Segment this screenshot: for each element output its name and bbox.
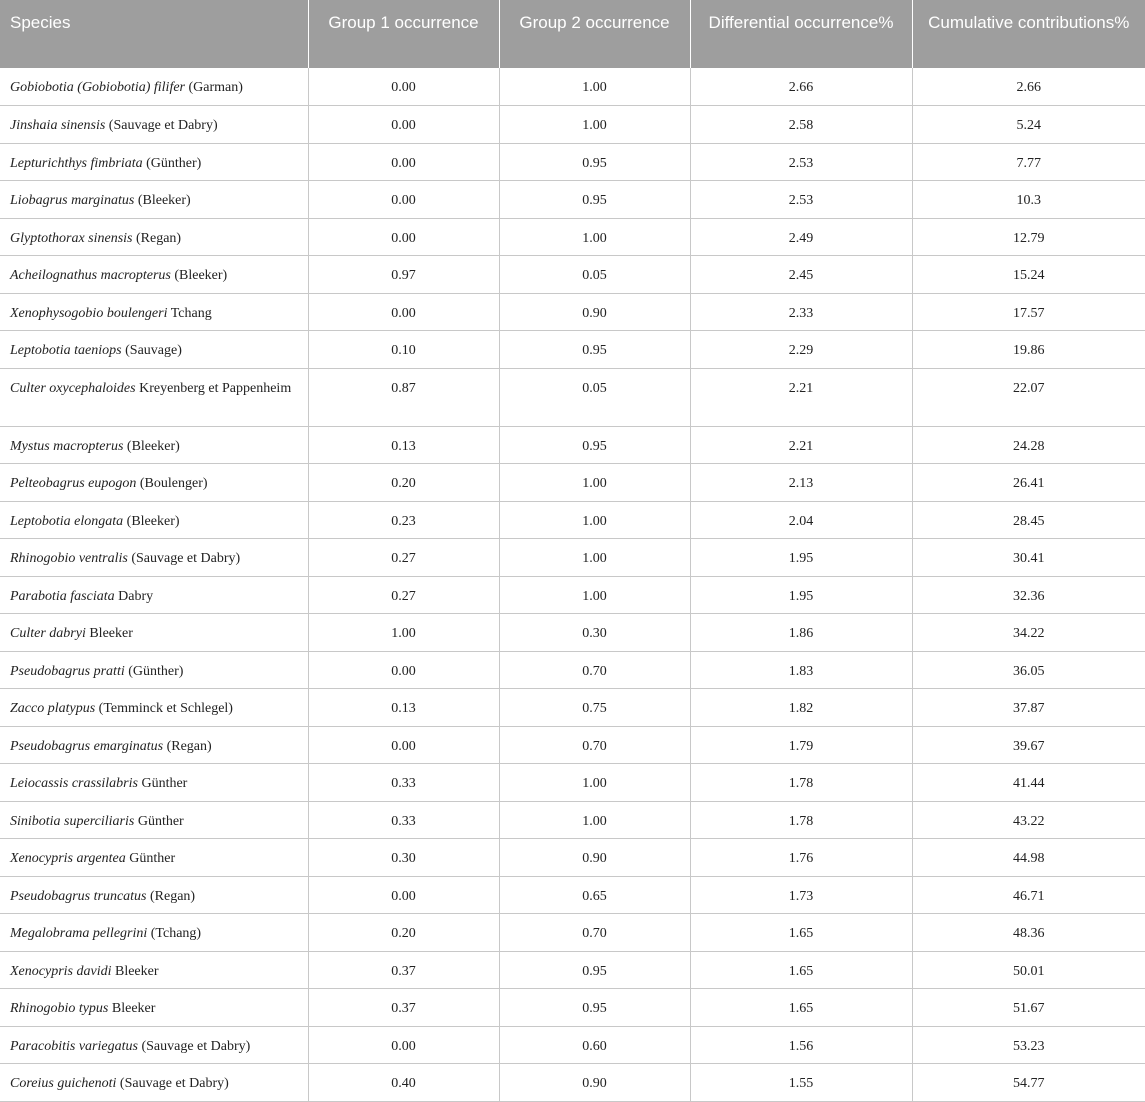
group2-occurrence-cell: 1.00	[499, 801, 690, 839]
species-authority: (Bleeker)	[170, 268, 228, 283]
species-name: Pseudobagrus pratti	[10, 663, 125, 679]
species-authority: (Sauvage et Dabry)	[105, 118, 218, 133]
group1-occurrence-cell: 0.00	[308, 218, 499, 256]
group1-occurrence-cell: 0.00	[308, 651, 499, 689]
differential-occurrence-cell: 1.95	[690, 539, 912, 577]
group2-occurrence-cell: 1.00	[499, 68, 690, 106]
cumulative-contribution-cell: 48.36	[912, 914, 1145, 952]
group1-occurrence-cell: 0.13	[308, 426, 499, 464]
table-row	[0, 951, 1145, 989]
cumulative-contribution-cell: 30.41	[912, 539, 1145, 577]
cumulative-contribution-cell: 50.01	[912, 951, 1145, 989]
species-cell	[0, 464, 308, 502]
differential-occurrence-cell: 1.65	[690, 951, 912, 989]
group1-occurrence-cell: 0.00	[308, 726, 499, 764]
group2-occurrence-cell: 1.00	[499, 106, 690, 144]
differential-occurrence-cell: 1.73	[690, 876, 912, 914]
group1-occurrence-cell: 0.40	[308, 1064, 499, 1102]
group2-occurrence-cell: 1.00	[499, 464, 690, 502]
species-cell	[0, 539, 308, 577]
cumulative-contribution-cell: 36.05	[912, 651, 1145, 689]
species-name: Rhinogobio typus	[10, 1001, 109, 1016]
species-cell	[0, 614, 308, 652]
table-row	[0, 426, 1145, 464]
group2-occurrence-cell: 0.90	[499, 1064, 690, 1102]
cumulative-contribution-cell: 46.71	[912, 876, 1145, 914]
species-name: Lepturichthys fimbriata	[10, 155, 143, 171]
group1-occurrence-cell: 0.00	[308, 293, 499, 331]
group2-occurrence-cell: 0.65	[499, 876, 690, 914]
group1-occurrence-cell: 0.00	[308, 143, 499, 181]
species-cell	[0, 106, 308, 144]
cumulative-contribution-cell: 39.67	[912, 726, 1145, 764]
group2-occurrence-cell: 0.95	[499, 143, 690, 181]
group1-occurrence-cell: 0.33	[308, 764, 499, 802]
species-name: Pseudobagrus emarginatus	[10, 738, 164, 754]
group1-occurrence-cell: 0.00	[308, 106, 499, 144]
species-cell	[0, 801, 308, 839]
species-name: Sinibotia superciliaris	[10, 813, 135, 829]
table-header-row	[0, 0, 1145, 68]
species-authority: (Garman)	[185, 80, 243, 95]
differential-occurrence-cell: 2.13	[690, 464, 912, 502]
cumulative-contribution-cell: 53.23	[912, 1026, 1145, 1064]
species-cell	[0, 256, 308, 294]
species-cell	[0, 181, 308, 219]
cumulative-contribution-cell: 54.77	[912, 1064, 1145, 1102]
table-row	[0, 143, 1145, 181]
species-cell	[0, 876, 308, 914]
species-name: Pelteobagrus eupogon	[10, 476, 137, 491]
species-authority: (Tchang)	[147, 926, 202, 941]
species-authority: (Sauvage et Dabry)	[137, 1038, 251, 1054]
differential-occurrence-cell: 1.65	[690, 914, 912, 952]
species-authority: Günther	[134, 813, 184, 829]
table-row	[0, 68, 1145, 106]
table-row	[0, 256, 1145, 294]
species-cell	[0, 764, 308, 802]
table-row	[0, 106, 1145, 144]
species-authority: Tchang	[167, 305, 212, 321]
cumulative-contribution-cell: 44.98	[912, 839, 1145, 877]
species-cell	[0, 726, 308, 764]
differential-occurrence-cell: 2.29	[690, 331, 912, 369]
differential-occurrence-cell: 2.53	[690, 181, 912, 219]
table-row	[0, 651, 1145, 689]
species-cell	[0, 293, 308, 331]
group1-occurrence-cell: 0.27	[308, 576, 499, 614]
cumulative-contribution-cell: 19.86	[912, 331, 1145, 369]
differential-occurrence-cell: 1.82	[690, 689, 912, 727]
group2-occurrence-cell: 0.30	[499, 614, 690, 652]
species-name: Zacco platypus	[10, 701, 96, 716]
header-cumulative-contributions: Cumulative contributions%	[912, 0, 1145, 68]
group2-occurrence-cell: 1.00	[499, 218, 690, 256]
group2-occurrence-cell: 1.00	[499, 501, 690, 539]
group1-occurrence-cell: 0.13	[308, 689, 499, 727]
table-row	[0, 1026, 1145, 1064]
group1-occurrence-cell: 0.00	[308, 68, 499, 106]
group2-occurrence-cell: 1.00	[499, 539, 690, 577]
table-row	[0, 181, 1145, 219]
group1-occurrence-cell: 0.00	[308, 876, 499, 914]
species-authority: Günther	[137, 776, 188, 791]
differential-occurrence-cell: 2.53	[690, 143, 912, 181]
table-row	[0, 614, 1145, 652]
cumulative-contribution-cell: 5.24	[912, 106, 1145, 144]
group2-occurrence-cell: 0.95	[499, 989, 690, 1027]
cumulative-contribution-cell: 12.79	[912, 218, 1145, 256]
group2-occurrence-cell: 0.05	[499, 256, 690, 294]
species-name: Culter dabryi	[10, 626, 86, 641]
species-name: Rhinogobio ventralis	[10, 551, 128, 566]
species-cell	[0, 951, 308, 989]
species-name: Xenocypris davidi	[10, 963, 112, 979]
table-row	[0, 801, 1145, 839]
table-row	[0, 1064, 1145, 1102]
differential-occurrence-cell: 1.65	[690, 989, 912, 1027]
species-name: Glyptothorax sinensis	[10, 230, 133, 246]
species-authority: (Sauvage et Dabry)	[127, 551, 241, 566]
cumulative-contribution-cell: 41.44	[912, 764, 1145, 802]
species-authority: (Sauvage et Dabry)	[116, 1076, 229, 1091]
group2-occurrence-cell: 0.70	[499, 914, 690, 952]
differential-occurrence-cell: 2.58	[690, 106, 912, 144]
cumulative-contribution-cell: 37.87	[912, 689, 1145, 727]
table-row	[0, 576, 1145, 614]
group1-occurrence-cell: 1.00	[308, 614, 499, 652]
group1-occurrence-cell: 0.00	[308, 181, 499, 219]
group1-occurrence-cell: 0.33	[308, 801, 499, 839]
species-name: Pseudobagrus truncatus	[10, 888, 147, 904]
species-authority: (Regan)	[132, 230, 182, 246]
species-name: Parabotia fasciata	[10, 588, 115, 604]
differential-occurrence-cell: 2.45	[690, 256, 912, 294]
species-name: Liobagrus marginatus	[10, 193, 135, 208]
differential-occurrence-cell: 1.79	[690, 726, 912, 764]
table-row	[0, 293, 1145, 331]
group1-occurrence-cell: 0.10	[308, 331, 499, 369]
cumulative-contribution-cell: 7.77	[912, 143, 1145, 181]
group2-occurrence-cell: 0.70	[499, 651, 690, 689]
species-name: Jinshaia sinensis	[10, 118, 106, 133]
differential-occurrence-cell: 1.78	[690, 801, 912, 839]
group1-occurrence-cell: 0.27	[308, 539, 499, 577]
table-row	[0, 726, 1145, 764]
species-cell	[0, 651, 308, 689]
table-row	[0, 218, 1145, 256]
species-cell	[0, 839, 308, 877]
species-name: Megalobrama pellegrini	[10, 926, 148, 941]
species-cell	[0, 331, 308, 369]
group1-occurrence-cell: 0.23	[308, 501, 499, 539]
species-cell	[0, 1026, 308, 1064]
species-cell	[0, 426, 308, 464]
differential-occurrence-cell: 2.21	[690, 426, 912, 464]
table-row	[0, 689, 1145, 727]
differential-occurrence-cell: 1.78	[690, 764, 912, 802]
species-cell	[0, 914, 308, 952]
species-cell	[0, 989, 308, 1027]
cumulative-contribution-cell: 28.45	[912, 501, 1145, 539]
table-row	[0, 368, 1145, 426]
species-cell	[0, 368, 308, 426]
table-body	[0, 68, 1145, 1101]
species-authority: Bleeker	[85, 626, 133, 641]
species-cell	[0, 218, 308, 256]
species-authority: Kreyenberg et Pappenheim	[135, 380, 292, 396]
group2-occurrence-cell: 1.00	[499, 764, 690, 802]
cumulative-contribution-cell: 51.67	[912, 989, 1145, 1027]
group1-occurrence-cell: 0.37	[308, 951, 499, 989]
group2-occurrence-cell: 1.00	[499, 576, 690, 614]
cumulative-contribution-cell: 32.36	[912, 576, 1145, 614]
group2-occurrence-cell: 0.05	[499, 368, 690, 426]
group2-occurrence-cell: 0.60	[499, 1026, 690, 1064]
species-authority: (Günther)	[142, 155, 202, 171]
cumulative-contribution-cell: 15.24	[912, 256, 1145, 294]
header-group2-occurrence: Group 2 occurrence	[499, 0, 690, 68]
cumulative-contribution-cell: 43.22	[912, 801, 1145, 839]
table-row	[0, 876, 1145, 914]
table-row	[0, 914, 1145, 952]
group2-occurrence-cell: 0.70	[499, 726, 690, 764]
cumulative-contribution-cell: 17.57	[912, 293, 1145, 331]
group1-occurrence-cell: 0.87	[308, 368, 499, 426]
species-name: Xenocypris argentea	[10, 851, 126, 866]
species-authority: (Günther)	[124, 663, 184, 679]
species-name: Paracobitis variegatus	[10, 1038, 138, 1054]
group1-occurrence-cell: 0.20	[308, 464, 499, 502]
differential-occurrence-cell: 1.95	[690, 576, 912, 614]
table-row	[0, 464, 1145, 502]
cumulative-contribution-cell: 10.3	[912, 181, 1145, 219]
species-name: Leptobotia elongata	[10, 513, 124, 529]
table-row	[0, 989, 1145, 1027]
species-authority: (Bleeker)	[123, 513, 180, 529]
species-authority: (Bleeker)	[134, 193, 191, 208]
species-authority: (Regan)	[146, 888, 196, 904]
species-cell	[0, 68, 308, 106]
group2-occurrence-cell: 0.75	[499, 689, 690, 727]
species-authority: (Sauvage)	[121, 343, 182, 358]
cumulative-contribution-cell: 22.07	[912, 368, 1145, 426]
differential-occurrence-cell: 2.04	[690, 501, 912, 539]
differential-occurrence-cell: 1.76	[690, 839, 912, 877]
species-authority: (Boulenger)	[136, 476, 208, 491]
species-name: Acheilognathus macropterus	[10, 268, 171, 283]
species-authority: Günther	[125, 851, 176, 866]
header-species: Species	[0, 0, 308, 68]
species-authority: Dabry	[114, 588, 154, 604]
group2-occurrence-cell: 0.90	[499, 293, 690, 331]
differential-occurrence-cell: 1.83	[690, 651, 912, 689]
species-authority: Bleeker	[108, 1001, 156, 1016]
cumulative-contribution-cell: 24.28	[912, 426, 1145, 464]
differential-occurrence-cell: 1.56	[690, 1026, 912, 1064]
species-name: Culter oxycephaloides	[10, 380, 136, 396]
group1-occurrence-cell: 0.20	[308, 914, 499, 952]
group1-occurrence-cell: 0.37	[308, 989, 499, 1027]
species-name: Mystus macropterus	[10, 438, 124, 454]
table-row	[0, 331, 1145, 369]
group2-occurrence-cell: 0.90	[499, 839, 690, 877]
differential-occurrence-cell: 2.49	[690, 218, 912, 256]
table-row	[0, 539, 1145, 577]
species-cell	[0, 1064, 308, 1102]
differential-occurrence-cell: 2.66	[690, 68, 912, 106]
species-cell	[0, 576, 308, 614]
differential-occurrence-cell: 1.55	[690, 1064, 912, 1102]
table-row	[0, 839, 1145, 877]
species-authority: (Regan)	[163, 738, 212, 754]
group1-occurrence-cell: 0.00	[308, 1026, 499, 1064]
species-name: Leptobotia taeniops	[10, 343, 122, 358]
group2-occurrence-cell: 0.95	[499, 331, 690, 369]
header-differential-occurrence: Differential occurrence%	[690, 0, 912, 68]
table-row	[0, 501, 1145, 539]
differential-occurrence-cell: 2.33	[690, 293, 912, 331]
group1-occurrence-cell: 0.97	[308, 256, 499, 294]
group2-occurrence-cell: 0.95	[499, 951, 690, 989]
species-cell	[0, 143, 308, 181]
species-cell	[0, 689, 308, 727]
differential-occurrence-cell: 2.21	[690, 368, 912, 426]
group2-occurrence-cell: 0.95	[499, 181, 690, 219]
cumulative-contribution-cell: 26.41	[912, 464, 1145, 502]
group2-occurrence-cell: 0.95	[499, 426, 690, 464]
species-name: Xenophysogobio boulengeri	[10, 305, 168, 321]
group1-occurrence-cell: 0.30	[308, 839, 499, 877]
cumulative-contribution-cell: 2.66	[912, 68, 1145, 106]
species-authority: (Bleeker)	[123, 438, 180, 454]
species-cell	[0, 501, 308, 539]
cumulative-contribution-cell: 34.22	[912, 614, 1145, 652]
species-name: Coreius guichenoti	[10, 1076, 117, 1091]
species-name: Leiocassis crassilabris	[10, 776, 138, 791]
species-authority: Bleeker	[111, 963, 159, 979]
differential-occurrence-cell: 1.86	[690, 614, 912, 652]
species-name: Gobiobotia (Gobiobotia) filifer	[10, 80, 185, 95]
species-authority: (Temminck et Schlegel)	[95, 701, 233, 716]
table-row	[0, 764, 1145, 802]
header-group1-occurrence: Group 1 occurrence	[308, 0, 499, 68]
